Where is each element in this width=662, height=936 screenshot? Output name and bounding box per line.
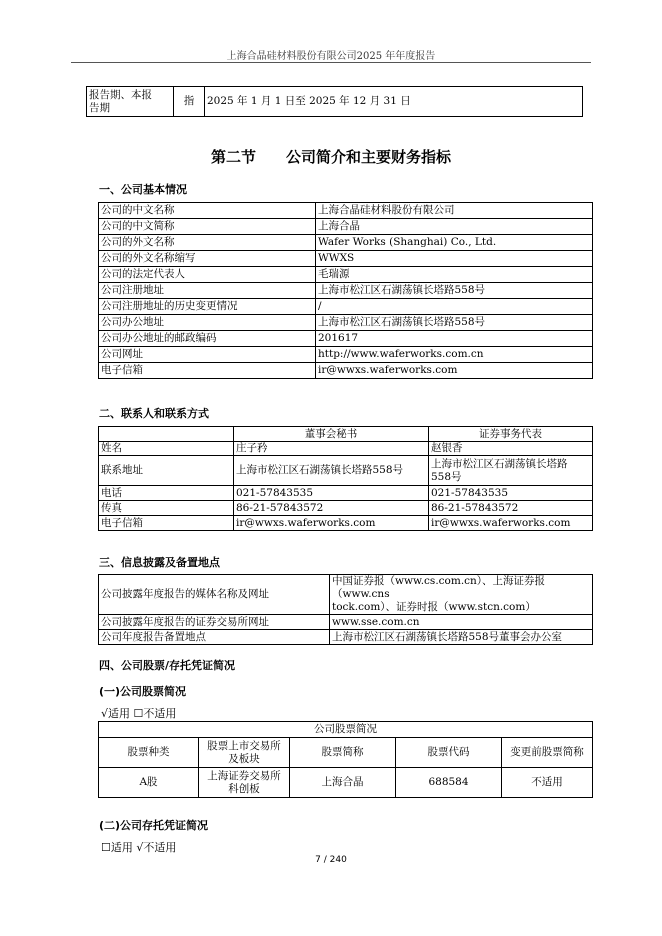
contact-v2: 赵银香	[429, 442, 593, 456]
contact-col1-header: 董事会秘书	[234, 427, 429, 442]
stock-col-code: 股票代码	[396, 738, 502, 768]
contact-v1: 86-21-57843572	[234, 501, 429, 516]
basic-info-value: ir@wwxs.waferworks.com	[316, 363, 593, 379]
definition-refers: 指	[174, 87, 205, 117]
disclosure-label: 公司披露年度报告的证券交易所网址	[99, 615, 330, 630]
stock-table-title: 公司股票简况	[99, 722, 593, 738]
contact-v2: 021-57843535	[429, 486, 593, 501]
basic-info-value: 毛瑞源	[316, 267, 593, 283]
basic-info-row	[99, 235, 593, 251]
basic-info-label: 公司的法定代表人	[99, 267, 316, 283]
definition-table	[86, 86, 583, 117]
stock-short-name: 上海合晶	[290, 768, 396, 798]
stock-col-prev: 变更前股票简称	[502, 738, 593, 768]
basic-info-value: 上海合晶硅材料股份有限公司	[316, 203, 593, 219]
definition-term-line2: 告期	[89, 101, 110, 114]
stock-col-exchange	[199, 738, 290, 768]
basic-info-value: 201617	[316, 331, 593, 347]
stock-exchange-line2: 科创板	[228, 782, 260, 795]
basic-info-row	[99, 363, 593, 379]
basic-info-label: 公司的中文名称	[99, 203, 316, 219]
basic-info-value: /	[316, 299, 593, 315]
contact-label: 传真	[99, 501, 234, 516]
page-number: 7 / 240	[315, 855, 347, 865]
basic-info-label: 公司注册地址	[99, 283, 316, 299]
basic-info-row	[99, 219, 593, 235]
stock-heading: 四、公司股票/存托凭证简况	[99, 659, 236, 672]
basic-info-value: 上海合晶	[316, 219, 593, 235]
basic-info-value: Wafer Works (Shanghai) Co., Ltd.	[316, 235, 593, 251]
disclosure-media-line1: 中国证券报（www.cs.com.cn）、上海证券报（www.cns	[332, 575, 546, 600]
page-header: 上海合晶硅材料股份有限公司2025 年年度报告	[226, 51, 436, 62]
definition-meaning: 2025 年 1 月 1 日至 2025 年 12 月 31 日	[205, 87, 583, 117]
disclosure-value	[330, 575, 593, 615]
header-rule	[71, 62, 591, 63]
contact-v1: 庄子矜	[234, 442, 429, 456]
basic-info-label: 电子信箱	[99, 363, 316, 379]
stock-col-type: 股票种类	[99, 738, 199, 768]
basic-info-label: 公司的外文名称缩写	[99, 251, 316, 267]
contact-v1: 021-57843535	[234, 486, 429, 501]
definition-term	[87, 87, 174, 117]
basic-info-row	[99, 347, 593, 363]
contact-label: 电话	[99, 486, 234, 501]
contact-v2: ir@wwxs.waferworks.com	[429, 516, 593, 531]
stock-col-exchange-line2: 及板块	[228, 752, 260, 765]
basic-info-row	[99, 203, 593, 219]
basic-info-table	[98, 202, 593, 379]
disclosure-label: 公司年度报告备置地点	[99, 630, 330, 645]
basic-info-row	[99, 331, 593, 347]
contact-v2	[429, 456, 593, 486]
basic-info-value: WWXS	[316, 251, 593, 267]
stock-code: 688584	[396, 768, 502, 798]
stock-exchange	[199, 768, 290, 798]
contact-heading: 二、联系人和联系方式	[99, 407, 209, 420]
contact-v1: ir@wwxs.waferworks.com	[234, 516, 429, 531]
contact-col2-header: 证券事务代表	[429, 427, 593, 442]
basic-info-value: http://www.waferworks.com.cn	[316, 347, 593, 363]
stock-exchange-line1: 上海证券交易所	[207, 769, 281, 782]
basic-info-value: 上海市松江区石湖荡镇长塔路558号	[316, 315, 593, 331]
disclosure-value: www.sse.com.cn	[330, 615, 593, 630]
disclosure-value: 上海市松江区石湖荡镇长塔路558号董事会办公室	[330, 630, 593, 645]
disclosure-table	[98, 574, 593, 645]
basic-info-row	[99, 283, 593, 299]
basic-info-value: 上海市松江区石湖荡镇长塔路558号	[316, 283, 593, 299]
disclosure-label: 公司披露年度报告的媒体名称及网址	[99, 575, 330, 615]
contact-label: 联系地址	[99, 456, 234, 486]
stock-col-exchange-line1: 股票上市交易所	[207, 739, 281, 752]
stock-applicable1: √适用 ☐不适用	[101, 707, 177, 720]
stock-sub1: (一)公司股票简况	[99, 685, 187, 698]
disclosure-media-line2: tock.com）、证券时报（www.stcn.com）	[332, 601, 536, 613]
basic-info-label: 公司网址	[99, 347, 316, 363]
section-title: 第二节 公司简介和主要财务指标	[210, 148, 451, 166]
basic-info-label: 公司注册地址的历史变更情况	[99, 299, 316, 315]
basic-info-row	[99, 299, 593, 315]
contact-label: 电子信箱	[99, 516, 234, 531]
basic-info-label: 公司办公地址的邮政编码	[99, 331, 316, 347]
contact-table	[98, 426, 593, 531]
contact-v1: 上海市松江区石湖荡镇长塔路558号	[234, 456, 429, 486]
contact-address-line2: 558号	[431, 470, 462, 483]
contact-label: 姓名	[99, 442, 234, 456]
basic-info-row	[99, 251, 593, 267]
stock-sub2: (二)公司存托凭证简况	[99, 819, 209, 832]
contact-header-blank	[99, 427, 234, 442]
stock-table	[98, 721, 593, 798]
contact-address-line1: 上海市松江区石湖荡镇长塔路	[431, 457, 568, 470]
stock-type: A股	[99, 768, 199, 798]
basic-info-label: 公司办公地址	[99, 315, 316, 331]
basic-info-row	[99, 267, 593, 283]
stock-applicable2: ☐适用 √不适用	[101, 841, 177, 854]
stock-col-short: 股票简称	[290, 738, 396, 768]
stock-prev-name: 不适用	[502, 768, 593, 798]
basic-info-row	[99, 315, 593, 331]
disclosure-heading: 三、信息披露及备置地点	[99, 556, 220, 569]
contact-v2: 86-21-57843572	[429, 501, 593, 516]
basic-heading: 一、公司基本情况	[99, 183, 187, 196]
basic-info-label: 公司的中文简称	[99, 219, 316, 235]
definition-term-line1: 报告期、本报	[89, 88, 152, 101]
basic-info-label: 公司的外文名称	[99, 235, 316, 251]
